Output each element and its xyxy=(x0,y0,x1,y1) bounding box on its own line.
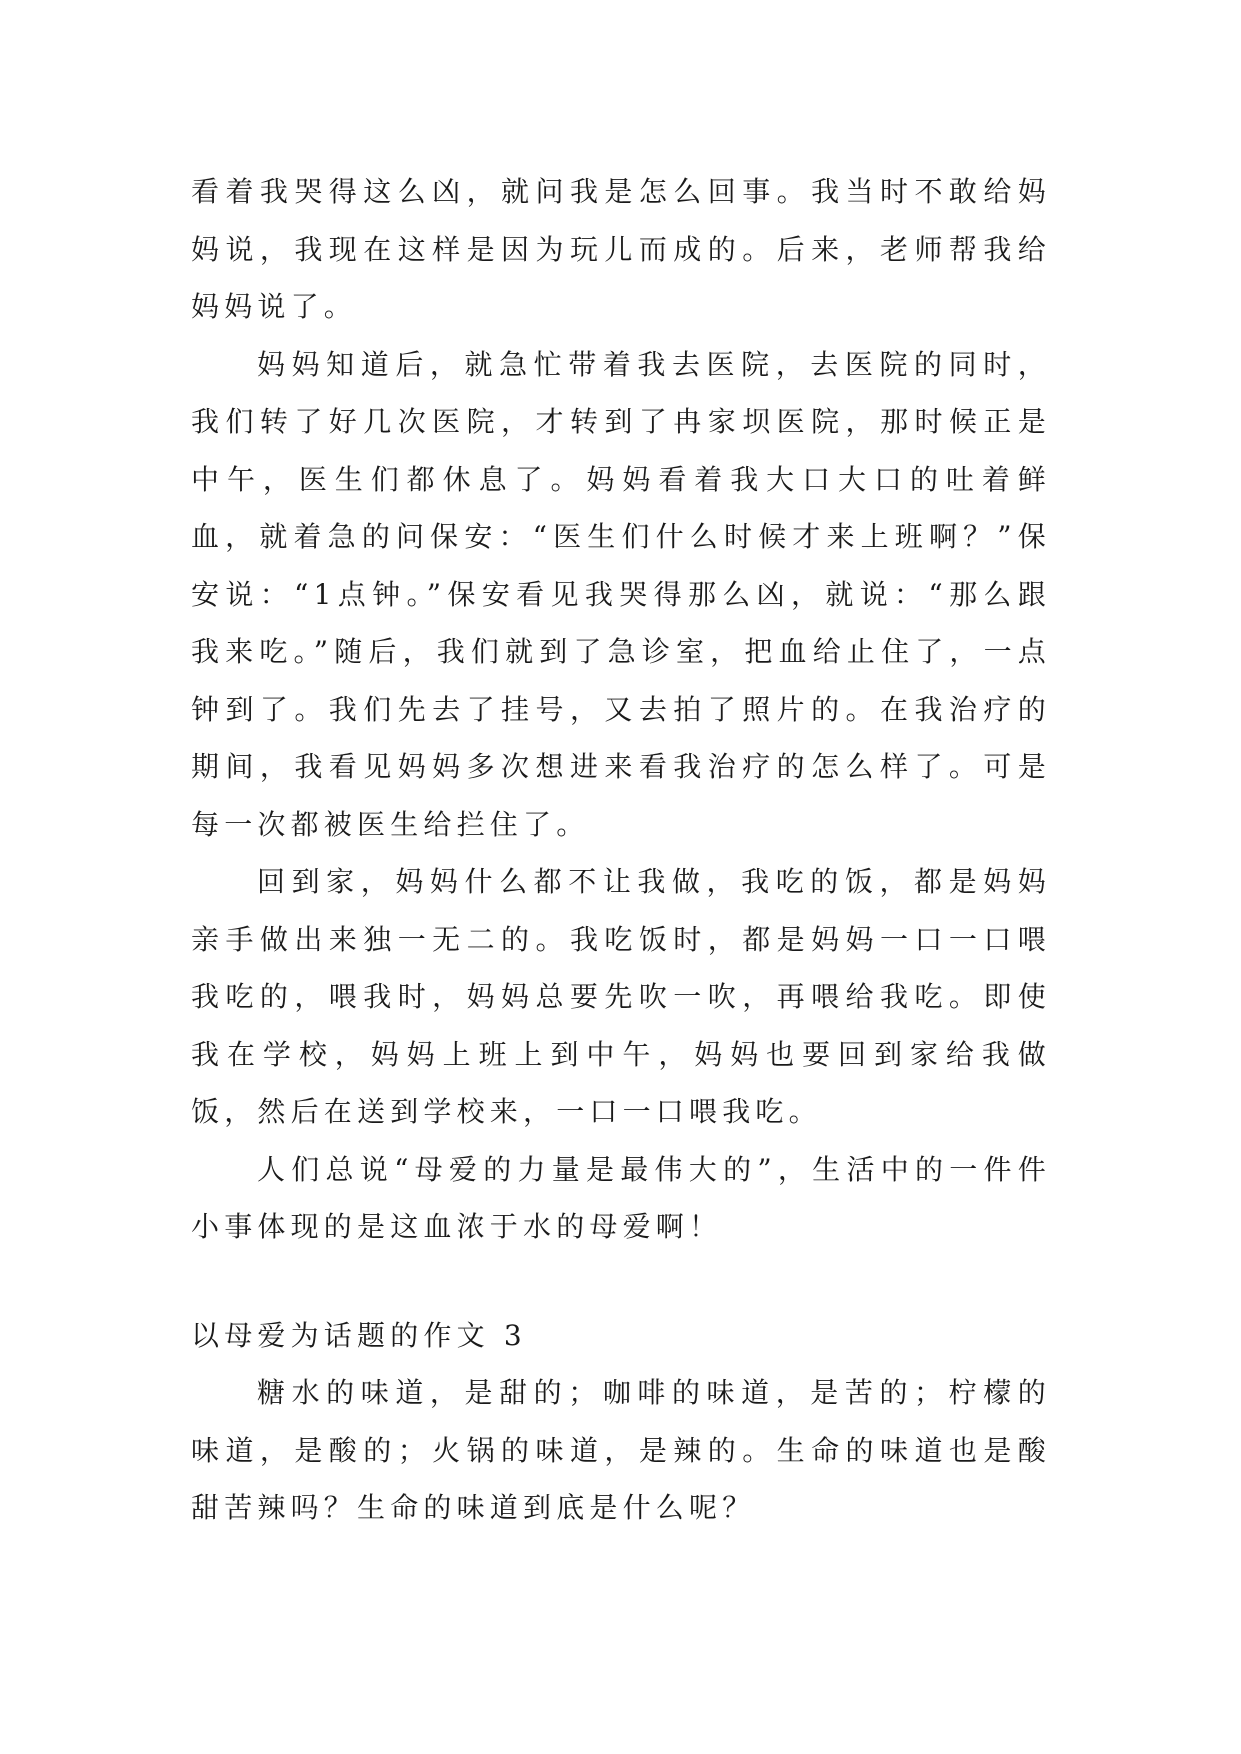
paragraph-taste: 糖水的味道，是甜的；咖啡的味道，是苦的；柠檬的味道，是酸的；火锅的味道，是辣的。生命的味道也是酸甜苦辣吗？生命的味道到底是什么呢？ xyxy=(191,1376,1051,1524)
paragraph-continuation: 看着我哭得这么凶，就问我是怎么回事。我当时不敢给妈妈说，我现在这样是因为玩儿而成的。后来，老师帮我给妈妈说了。 xyxy=(191,175,1051,323)
document-body xyxy=(191,163,1051,1537)
paragraph-home: 回到家，妈妈什么都不让我做，我吃的饭，都是妈妈亲手做出来独一无二的。我吃饭时，都是妈妈一口一口喂我吃的，喂我时，妈妈总要先吹一吹，再喂给我吃。即使我在学校，妈妈上班上到中午，妈妈也要回到家给我做饭，然后在送到学校来，一口一口喂我吃。 xyxy=(191,865,1051,1128)
paragraph-hospital: 妈妈知道后，就急忙带着我去医院，去医院的同时，我们转了好几次医院，才转到了冉家坝医院，那时候正是中午，医生们都休息了。妈妈看着我大口大口的吐着鲜血，就着急的问保安：“医生们什么时候才来上班啊？”保安说：“1点钟。”保安看见我哭得那么凶，就说：“那么跟我来吃。”随后，我们就到了急诊室，把血给止住了，一点钟到了。我们先去了挂号，又去拍了照片的。在我治疗的期间，我看见妈妈多次想进来看我治疗的怎么样了。可是每一次都被医生给拦住了。 xyxy=(191,347,1051,841)
section-heading: 以母爱为话题的作文 3 xyxy=(191,1318,527,1352)
paragraph-conclusion: 人们总说“母爱的力量是最伟大的”，生活中的一件件小事体现的是这血浓于水的母爱啊！ xyxy=(191,1152,1051,1243)
